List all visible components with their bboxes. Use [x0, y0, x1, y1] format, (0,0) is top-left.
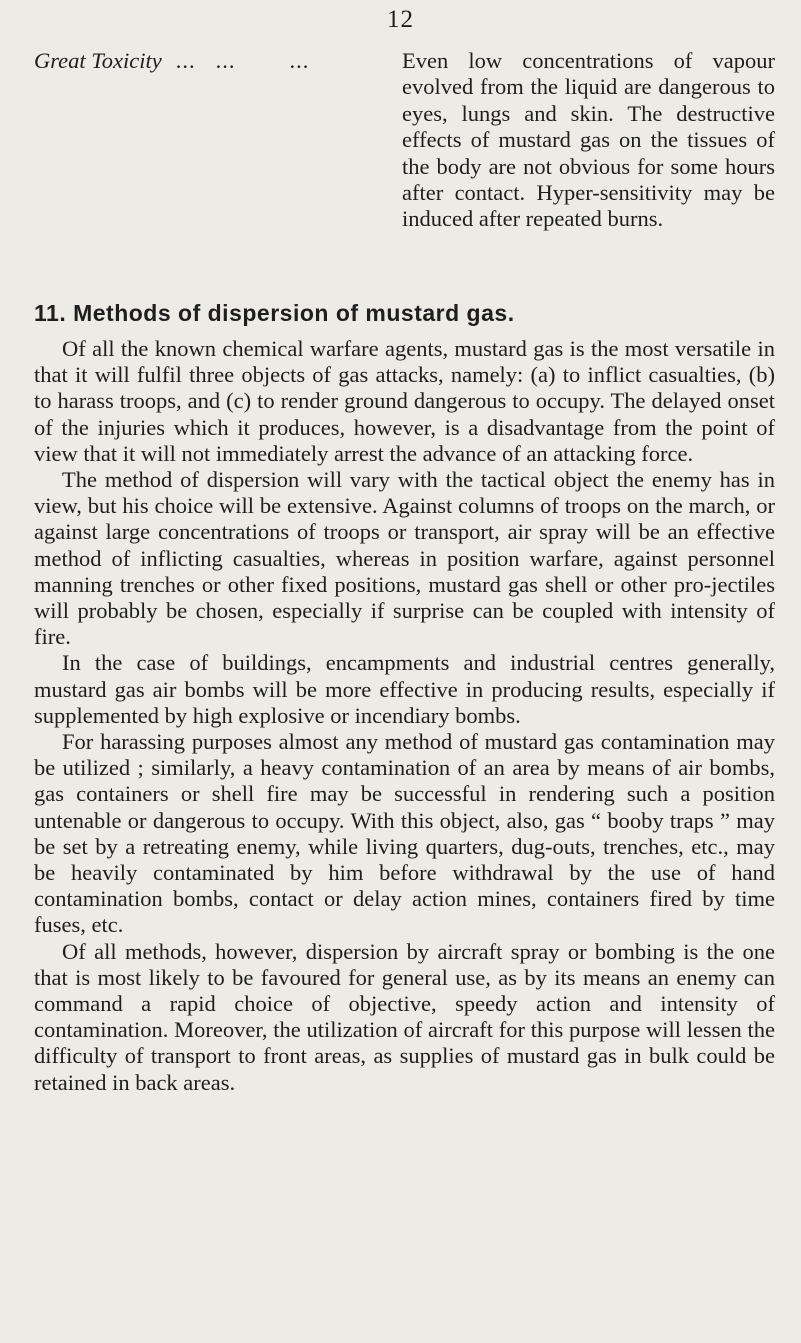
- leader-dots: ...: [175, 48, 196, 73]
- side-text: Even low concentrations of vapour evolved from the liquid are dangerous to eyes, lungs and skin. The destructive effects of mustard gas on the tissues of the body are not obvious for some hours after contact. Hyper-sensitivity may be induced after repeated burns.: [402, 48, 775, 232]
- side-heading-label: Great Toxicity: [34, 48, 162, 73]
- paragraph: Of all methods, however, dispersion by aircraft spray or bombing is the one that is most likely to be favoured for general use, as by its means an enemy can command a rapid choice of objective, speedy action and intensity of contamination. Moreover, the utilization of aircraft for this purpose will lessen the difficulty of transport to front areas, as supplies of mustard gas in bulk could be retained in back areas.: [34, 938, 775, 1095]
- page-number: 12: [387, 6, 414, 33]
- paragraph: In the case of buildings, encampments and industrial centres generally, mustard gas air bombs will be more effective in producing results, especially if supplemented by high explosive or incendiary bombs.: [34, 650, 775, 728]
- paragraph: For harassing purposes almost any method of mustard gas contamination may be utilized ; similarly, a heavy contamination of an area by means of air bombs, gas containers or shell fire may be successful in rendering such a position untenable or dangerous to occupy. With this object, also, gas “ booby traps ” may be set by a retreating enemy, while living quarters, dug-outs, trenches, etc., may be heavily contaminated by him before withdrawal by the use of hand contamination bombs, contact or delay action mines, containers fired by time fuses, etc.: [34, 729, 775, 938]
- section-heading: 11. Methods of dispersion of mustard gas.: [34, 300, 515, 326]
- leader-dots: ...: [289, 48, 310, 73]
- paragraph: The method of dispersion will vary with the tactical object the enemy has in view, but his choice will be extensive. Against columns of troops on the march, or against large concentrations of troops or transport, air spray will be an effective method of inflicting casualties, whereas in position warfare, against personnel manning trenches or other fixed positions, mustard gas shell or other pro-jectiles will probably be chosen, especially if surprise can be coupled with intensity of fire.: [34, 467, 775, 650]
- paragraph: Of all the known chemical warfare agents, mustard gas is the most versatile in that it will fulfil three objects of gas attacks, namely: (a) to inflict casualties, (b) to harass troops, and (c) to render ground dangerous to occupy. The delayed onset of the injuries which it produces, however, is a disadvantage from the point of view that it will not immediately arrest the advance of an attacking force.: [34, 336, 775, 466]
- body-text: [34, 336, 775, 1096]
- side-heading: [34, 48, 309, 74]
- leader-dots: ...: [215, 48, 236, 73]
